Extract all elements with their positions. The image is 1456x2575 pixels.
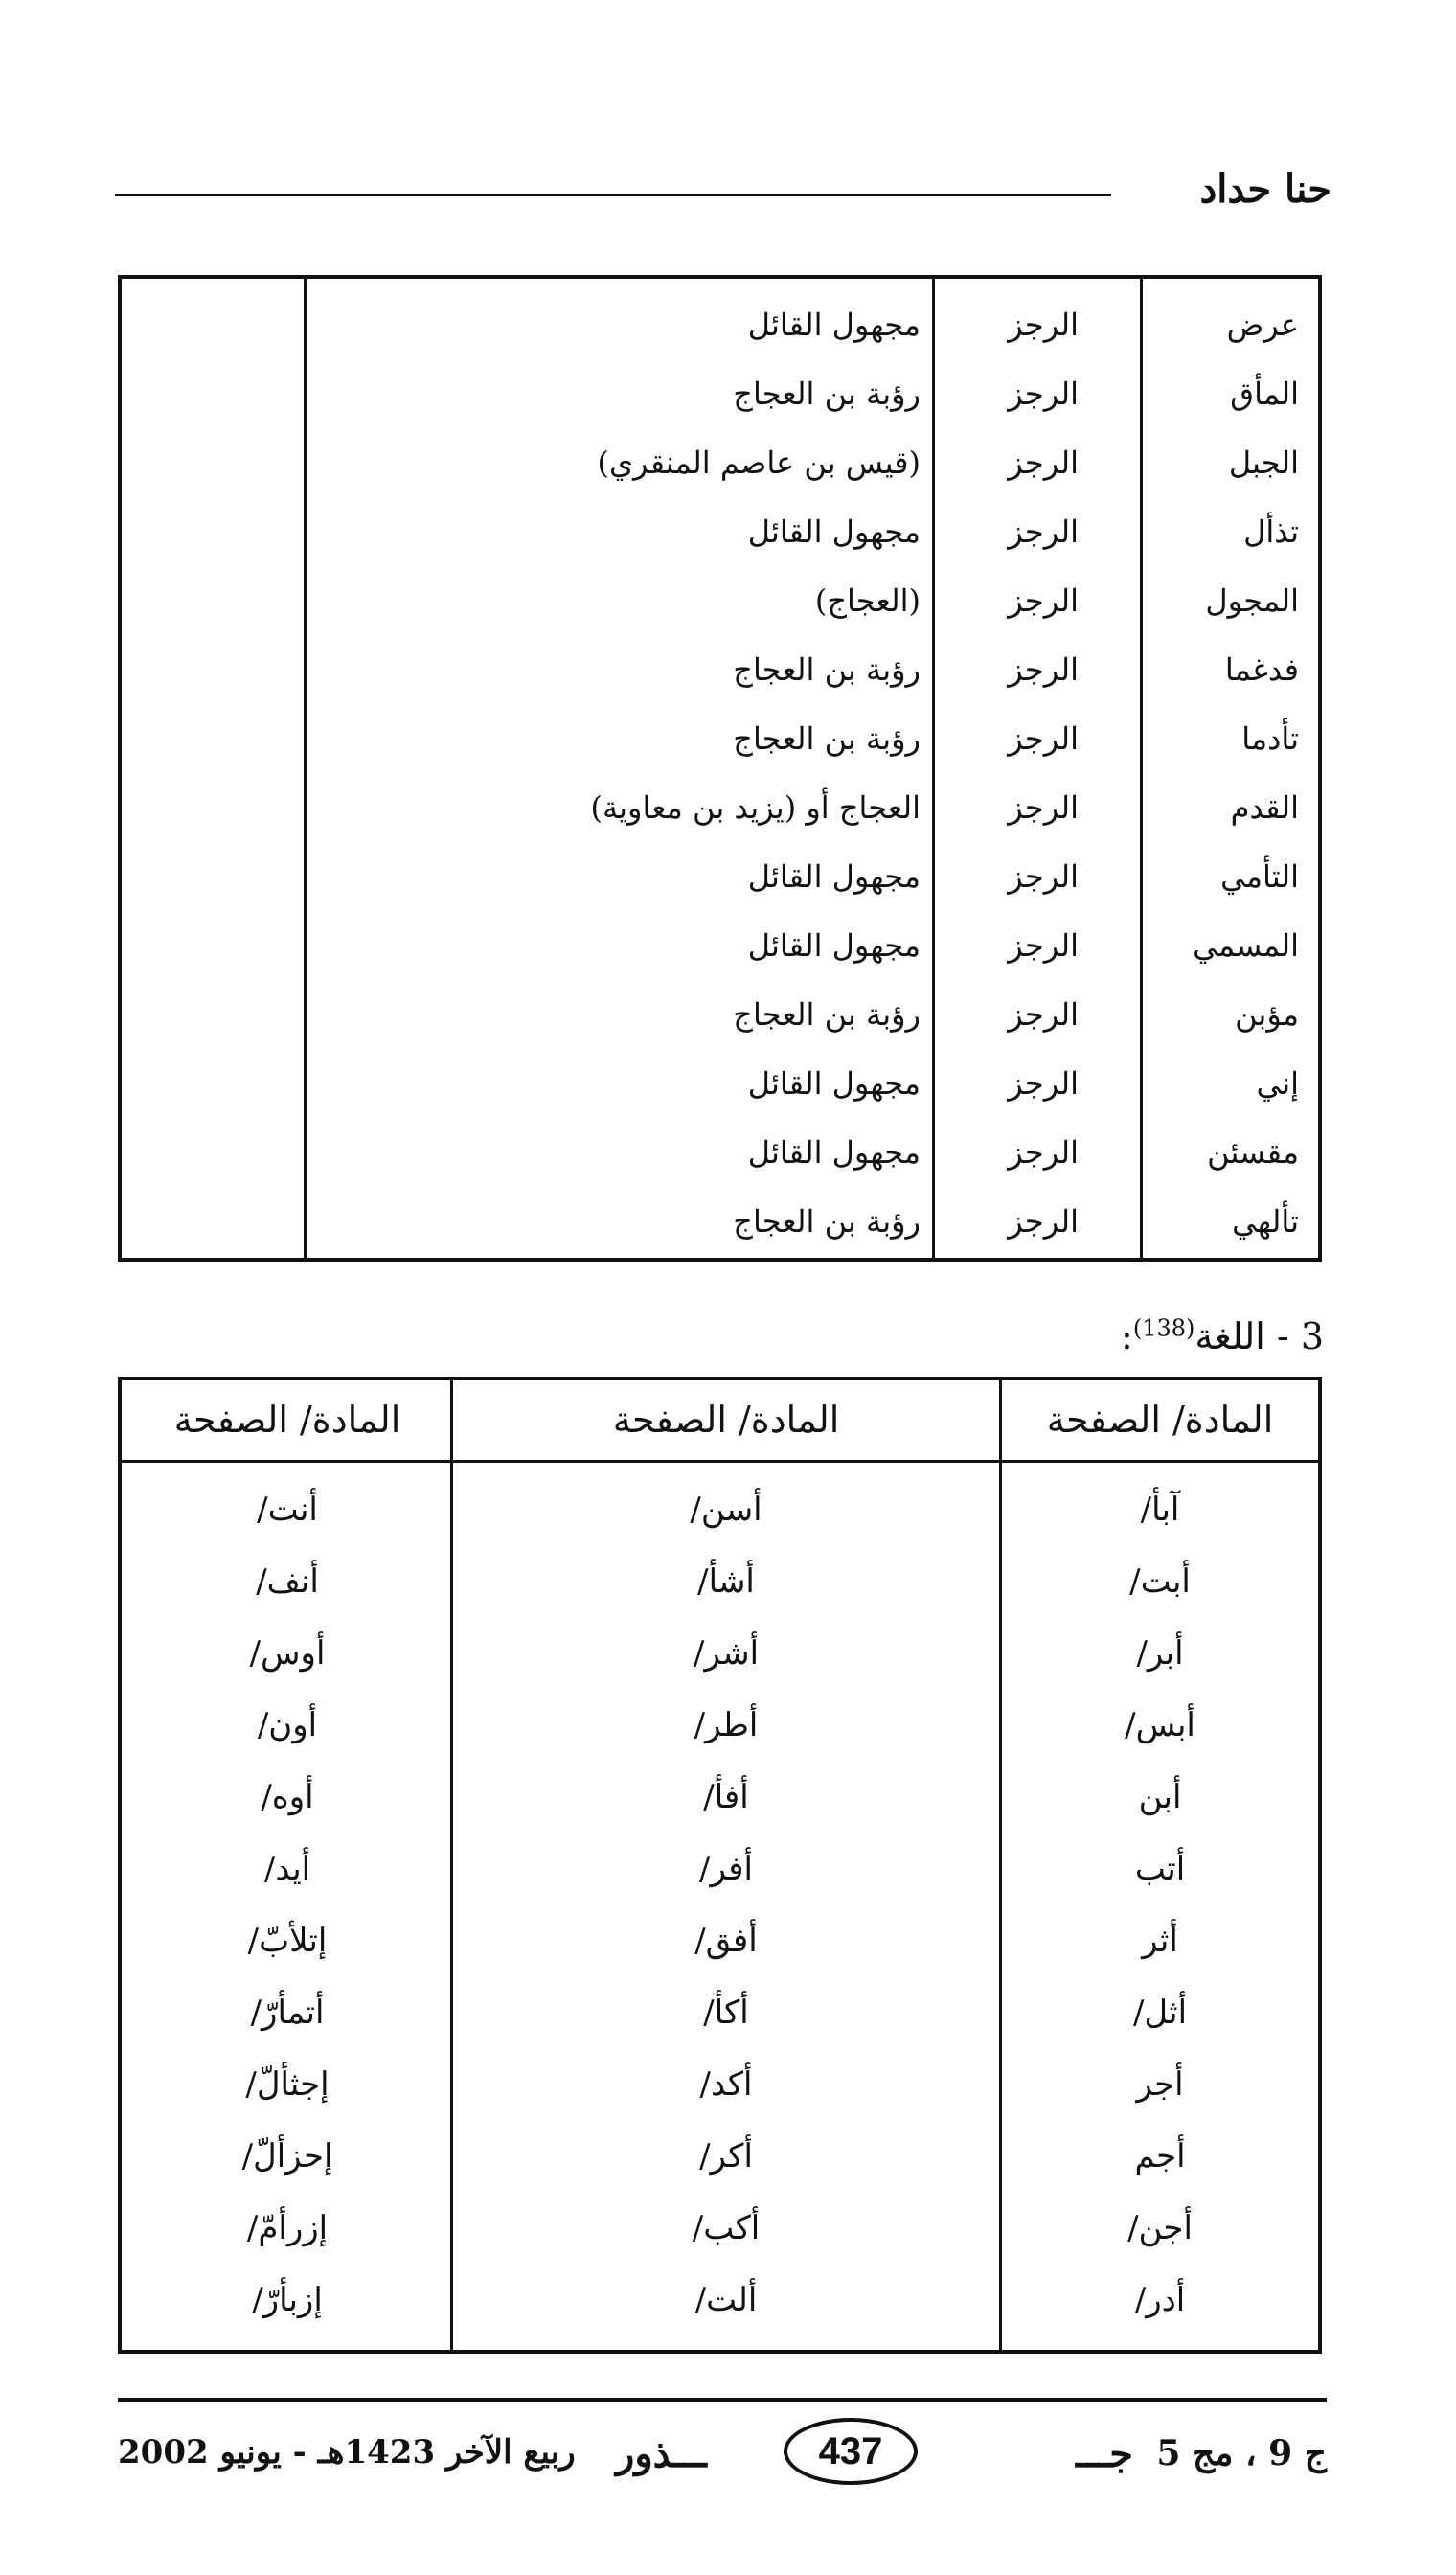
table-row	[122, 842, 1318, 911]
root-cell: أطر/	[694, 1706, 759, 1744]
entry-word: المأق	[1230, 376, 1299, 412]
root-cell: أجر	[1136, 2065, 1184, 2104]
meter-cell: الرجز	[1008, 651, 1079, 688]
table-row	[122, 1474, 1318, 1546]
root-cell: أشأ/	[697, 1562, 755, 1601]
entry-word: إني	[1256, 1065, 1299, 1102]
column-header: المادة/ الصفحة	[1046, 1399, 1274, 1441]
meter-cell: الرجز	[1008, 720, 1079, 757]
table-row	[122, 1905, 1318, 1977]
entry-word: فدغما	[1224, 651, 1299, 688]
root-cell: أجن/	[1127, 2209, 1193, 2247]
root-cell: أكب/	[692, 2209, 761, 2247]
root-cell: آبأ/	[1140, 1491, 1180, 1529]
meter-cell: الرجز	[1008, 307, 1079, 343]
meter-cell: الرجز	[1008, 789, 1079, 826]
poet-cell: رؤبة بن العجاج	[733, 996, 921, 1033]
root-cell: أون/	[257, 1706, 318, 1744]
section-title: اللغة	[1194, 1315, 1265, 1357]
poet-cell: مجهول القائل	[747, 858, 921, 895]
table-row	[122, 980, 1318, 1049]
root-cell: أثر	[1142, 1922, 1178, 1960]
table-row	[122, 566, 1318, 635]
root-cell: أجم	[1134, 2137, 1186, 2176]
entry-word: مقسئن	[1207, 1134, 1299, 1171]
table-row	[122, 1049, 1318, 1118]
root-cell: أبس/	[1125, 1706, 1195, 1744]
lexicon-table	[118, 1377, 1322, 2354]
table-row	[122, 1187, 1318, 1256]
table-row	[122, 2121, 1318, 2193]
root-cell: أدر/	[1134, 2281, 1186, 2319]
root-cell: أبر/	[1136, 1634, 1184, 1673]
table-row	[122, 1690, 1318, 1762]
root-cell: أفق/	[694, 1922, 758, 1960]
table-row	[122, 2049, 1318, 2121]
author-name: حنا حداد	[1199, 167, 1331, 212]
root-cell: إزبأرّ/	[252, 2281, 323, 2319]
table-row	[122, 911, 1318, 980]
root-cell: أشر/	[693, 1634, 760, 1673]
root-cell: ألت/	[694, 2281, 758, 2319]
root-cell: أكأ/	[703, 1994, 749, 2032]
root-cell: أفر/	[699, 1850, 753, 1888]
root-cell: إتلأبّ/	[247, 1922, 328, 1960]
section-number: 3 -	[1276, 1315, 1324, 1357]
poet-cell: مجهول القائل	[747, 1065, 921, 1102]
page-footer	[118, 2414, 1327, 2510]
entry-word: التأمي	[1220, 858, 1299, 895]
poets-table	[118, 275, 1322, 1262]
root-cell: إجثألّ/	[245, 2065, 330, 2104]
poet-cell: مجهول القائل	[747, 513, 921, 550]
meter-cell: الرجز	[1008, 444, 1079, 481]
root-cell: أكر/	[699, 2137, 753, 2176]
root-cell: أفأ/	[703, 1778, 749, 1816]
root-cell: أيد/	[263, 1850, 311, 1888]
table-row	[122, 1546, 1318, 1618]
poet-cell: مجهول القائل	[747, 1134, 921, 1171]
journal-logo	[616, 2414, 1133, 2491]
table-row	[122, 1834, 1318, 1905]
root-cell: أتب	[1134, 1850, 1186, 1888]
table-row	[122, 635, 1318, 704]
root-cell: أثل/	[1132, 1994, 1188, 2032]
issue-date: ربيع الآخر 1423هـ - يونيو 2002	[118, 2433, 576, 2472]
root-cell: أوس/	[249, 1634, 326, 1673]
meter-cell: الرجز	[1008, 582, 1079, 619]
root-cell: أبت/	[1129, 1562, 1191, 1601]
header-rule	[115, 194, 1111, 196]
table-row	[122, 1977, 1318, 2049]
table-row	[122, 1618, 1318, 1690]
meter-cell: الرجز	[1008, 858, 1079, 895]
table-row	[122, 1762, 1318, 1834]
section-colon: :	[1121, 1315, 1133, 1357]
table-row	[122, 2265, 1318, 2336]
poet-cell: رؤبة بن العجاج	[733, 651, 921, 688]
poet-cell: مجهول القائل	[747, 307, 921, 343]
entry-word: المسمي	[1193, 927, 1299, 964]
poet-cell: مجهول القائل	[747, 927, 921, 964]
table-row	[122, 359, 1318, 428]
poet-cell: رؤبة بن العجاج	[733, 1203, 921, 1240]
journal-name-end: ـــذور	[616, 2431, 707, 2476]
meter-cell: الرجز	[1008, 513, 1079, 550]
root-cell: أنت/	[257, 1491, 318, 1529]
volume-info: ج 9 ، مج 5	[1156, 2433, 1327, 2473]
poet-cell: رؤبة بن العجاج	[733, 376, 921, 412]
root-cell: أسن/	[690, 1491, 762, 1529]
entry-word: القدم	[1230, 789, 1299, 826]
root-cell: أبن	[1138, 1778, 1182, 1816]
meter-cell: الرجز	[1008, 1134, 1079, 1171]
poet-cell: (العجاج)	[814, 582, 921, 619]
entry-word: المجول	[1205, 582, 1299, 619]
poet-cell: (قيس بن عاصم المنقري)	[597, 444, 921, 481]
table-row	[122, 428, 1318, 497]
entry-word: مؤبن	[1235, 996, 1299, 1033]
section-heading	[1121, 1308, 1324, 1365]
meter-cell: الرجز	[1008, 996, 1079, 1033]
meter-cell: الرجز	[1008, 1065, 1079, 1102]
entry-word: تألهي	[1232, 1203, 1299, 1240]
poet-cell: العجاج أو (يزيد بن معاوية)	[590, 789, 921, 826]
entry-word: عرض	[1226, 307, 1299, 343]
entry-word: الجبل	[1228, 444, 1299, 481]
meter-cell: الرجز	[1008, 376, 1079, 412]
footnote-ref: (138)	[1132, 1314, 1195, 1342]
root-cell: أنف/	[256, 1562, 319, 1601]
root-cell: إحزألّ/	[241, 2137, 333, 2176]
root-cell: أكد/	[699, 2065, 753, 2104]
table-row	[122, 773, 1318, 842]
table-row	[122, 290, 1318, 359]
table-row	[122, 704, 1318, 773]
root-cell: أتمأرّ/	[250, 1994, 325, 2032]
entry-word: تذأل	[1243, 513, 1299, 550]
meter-cell: الرجز	[1008, 1203, 1079, 1240]
table-row	[122, 1118, 1318, 1187]
table-row	[122, 2193, 1318, 2265]
column-header: المادة/ الصفحة	[173, 1399, 401, 1441]
root-cell: إزرأمّ/	[246, 2209, 329, 2247]
page-number: 437	[784, 2418, 918, 2485]
footer-rule	[118, 2398, 1327, 2402]
running-head	[115, 161, 1331, 218]
header-divider	[122, 1460, 1318, 1463]
table-row	[122, 497, 1318, 566]
meter-cell: الرجز	[1008, 927, 1079, 964]
entry-word: تأدما	[1241, 720, 1299, 757]
poet-cell: رؤبة بن العجاج	[733, 720, 921, 757]
column-header: المادة/ الصفحة	[612, 1399, 840, 1441]
root-cell: أوه/	[261, 1778, 314, 1816]
journal-name-start: جـــ	[1076, 2431, 1133, 2476]
